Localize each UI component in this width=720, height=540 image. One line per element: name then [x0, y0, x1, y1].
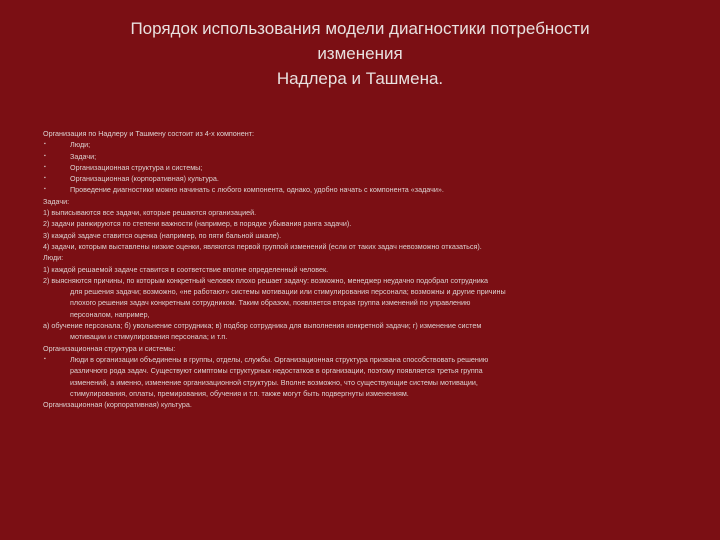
bullet-item	[43, 162, 693, 173]
continuation-line: стимулирования, оплаты, премирования, обучения и т.п. также могут быть подвергнуты изменениям.	[70, 388, 409, 398]
bullet-text: Проведение диагностики можно начинать с любого компонента, однако, удобно начать с компонента «задачи».	[70, 185, 444, 195]
bullet-icon: ▪	[44, 141, 46, 148]
slide-body	[43, 128, 693, 410]
bullet-icon: ▪	[44, 186, 46, 193]
slide-title	[40, 16, 680, 91]
bullet-item	[43, 173, 693, 184]
continuation-line: различного рода задач. Существуют симптомы структурных недостатков в организации, поэтому появляется третья группа	[70, 366, 483, 376]
numbered-item: 4) задачи, которым выставлены низкие оценки, являются первой группой изменений (если от таких задач невозможно отказаться).	[43, 241, 482, 251]
numbered-item: 2) задачи ранжируются по степени важности (например, в порядке убывания ранга задачи).	[43, 219, 352, 229]
body-line: Организация по Надлеру и Ташмену состоит из 4-х компонент:	[43, 129, 254, 138]
bullet-text: Организационная структура и системы;	[70, 162, 203, 172]
continuation-line: мотивации и стимулирования персонала; и т.п.	[70, 332, 228, 342]
bullet-icon: ▪	[44, 355, 46, 362]
numbered-item: 1) выписываются все задачи, которые решаются организацией.	[43, 208, 257, 218]
bullet-text: Задачи;	[70, 151, 97, 161]
numbered-item: 3) каждой задаче ставится оценка (например, по пяти бальной шкале).	[43, 230, 282, 240]
bullet-item	[43, 184, 693, 195]
bullet-icon: ▪	[44, 175, 46, 182]
continuation-line: изменений, а именно, изменение организационной структуры. Вполне возможно, что существующие системы мотивации,	[70, 377, 478, 387]
section-heading: Организационная (корпоративная) культура.	[43, 400, 192, 410]
bullet-text: Организационная (корпоративная) культура.	[70, 174, 219, 184]
bullet-icon: ▪	[44, 163, 46, 170]
continuation-line: для решения задачи; возможно, «не работают» системы мотивации или стимулирования персонала; возможны и другие причины	[70, 287, 506, 297]
bullet-item	[43, 139, 693, 150]
section-heading: Люди:	[43, 253, 64, 263]
continuation-line: плохого решения задач конкретным сотрудником. Таким образом, появляется вторая группа изменений по управлению	[70, 298, 471, 308]
bullet-text: Люди в организации объединены в группы, отделы, службы. Организационная структура призвана способствовать решению	[70, 354, 489, 364]
title-line: Надлера и Ташмена.	[276, 69, 444, 88]
continuation-line: персоналом, например,	[70, 309, 150, 319]
section-heading: Задачи:	[43, 196, 70, 206]
bullet-item	[43, 354, 693, 365]
bullet-text: Люди;	[70, 140, 91, 150]
numbered-item: 1) каждой решаемой задаче ставится в соответствие вполне определенный человек.	[43, 264, 329, 274]
bullet-item	[43, 151, 693, 162]
numbered-item: 2) выясняются причины, по которым конкретный человек плохо решает задачу: возможно, менеджер неудачно подобрал сотрудника	[43, 275, 489, 285]
bullet-icon: ▪	[44, 152, 46, 159]
title-line: изменения	[317, 44, 403, 63]
section-heading: Организационная структура и системы:	[43, 343, 176, 353]
numbered-item: а) обучение персонала; б) увольнение сотрудника; в) подбор сотрудника для выполнения конкретной задачи; г) изменение систем	[43, 321, 482, 331]
title-line: Порядок использования модели диагностики потребности	[130, 19, 590, 38]
